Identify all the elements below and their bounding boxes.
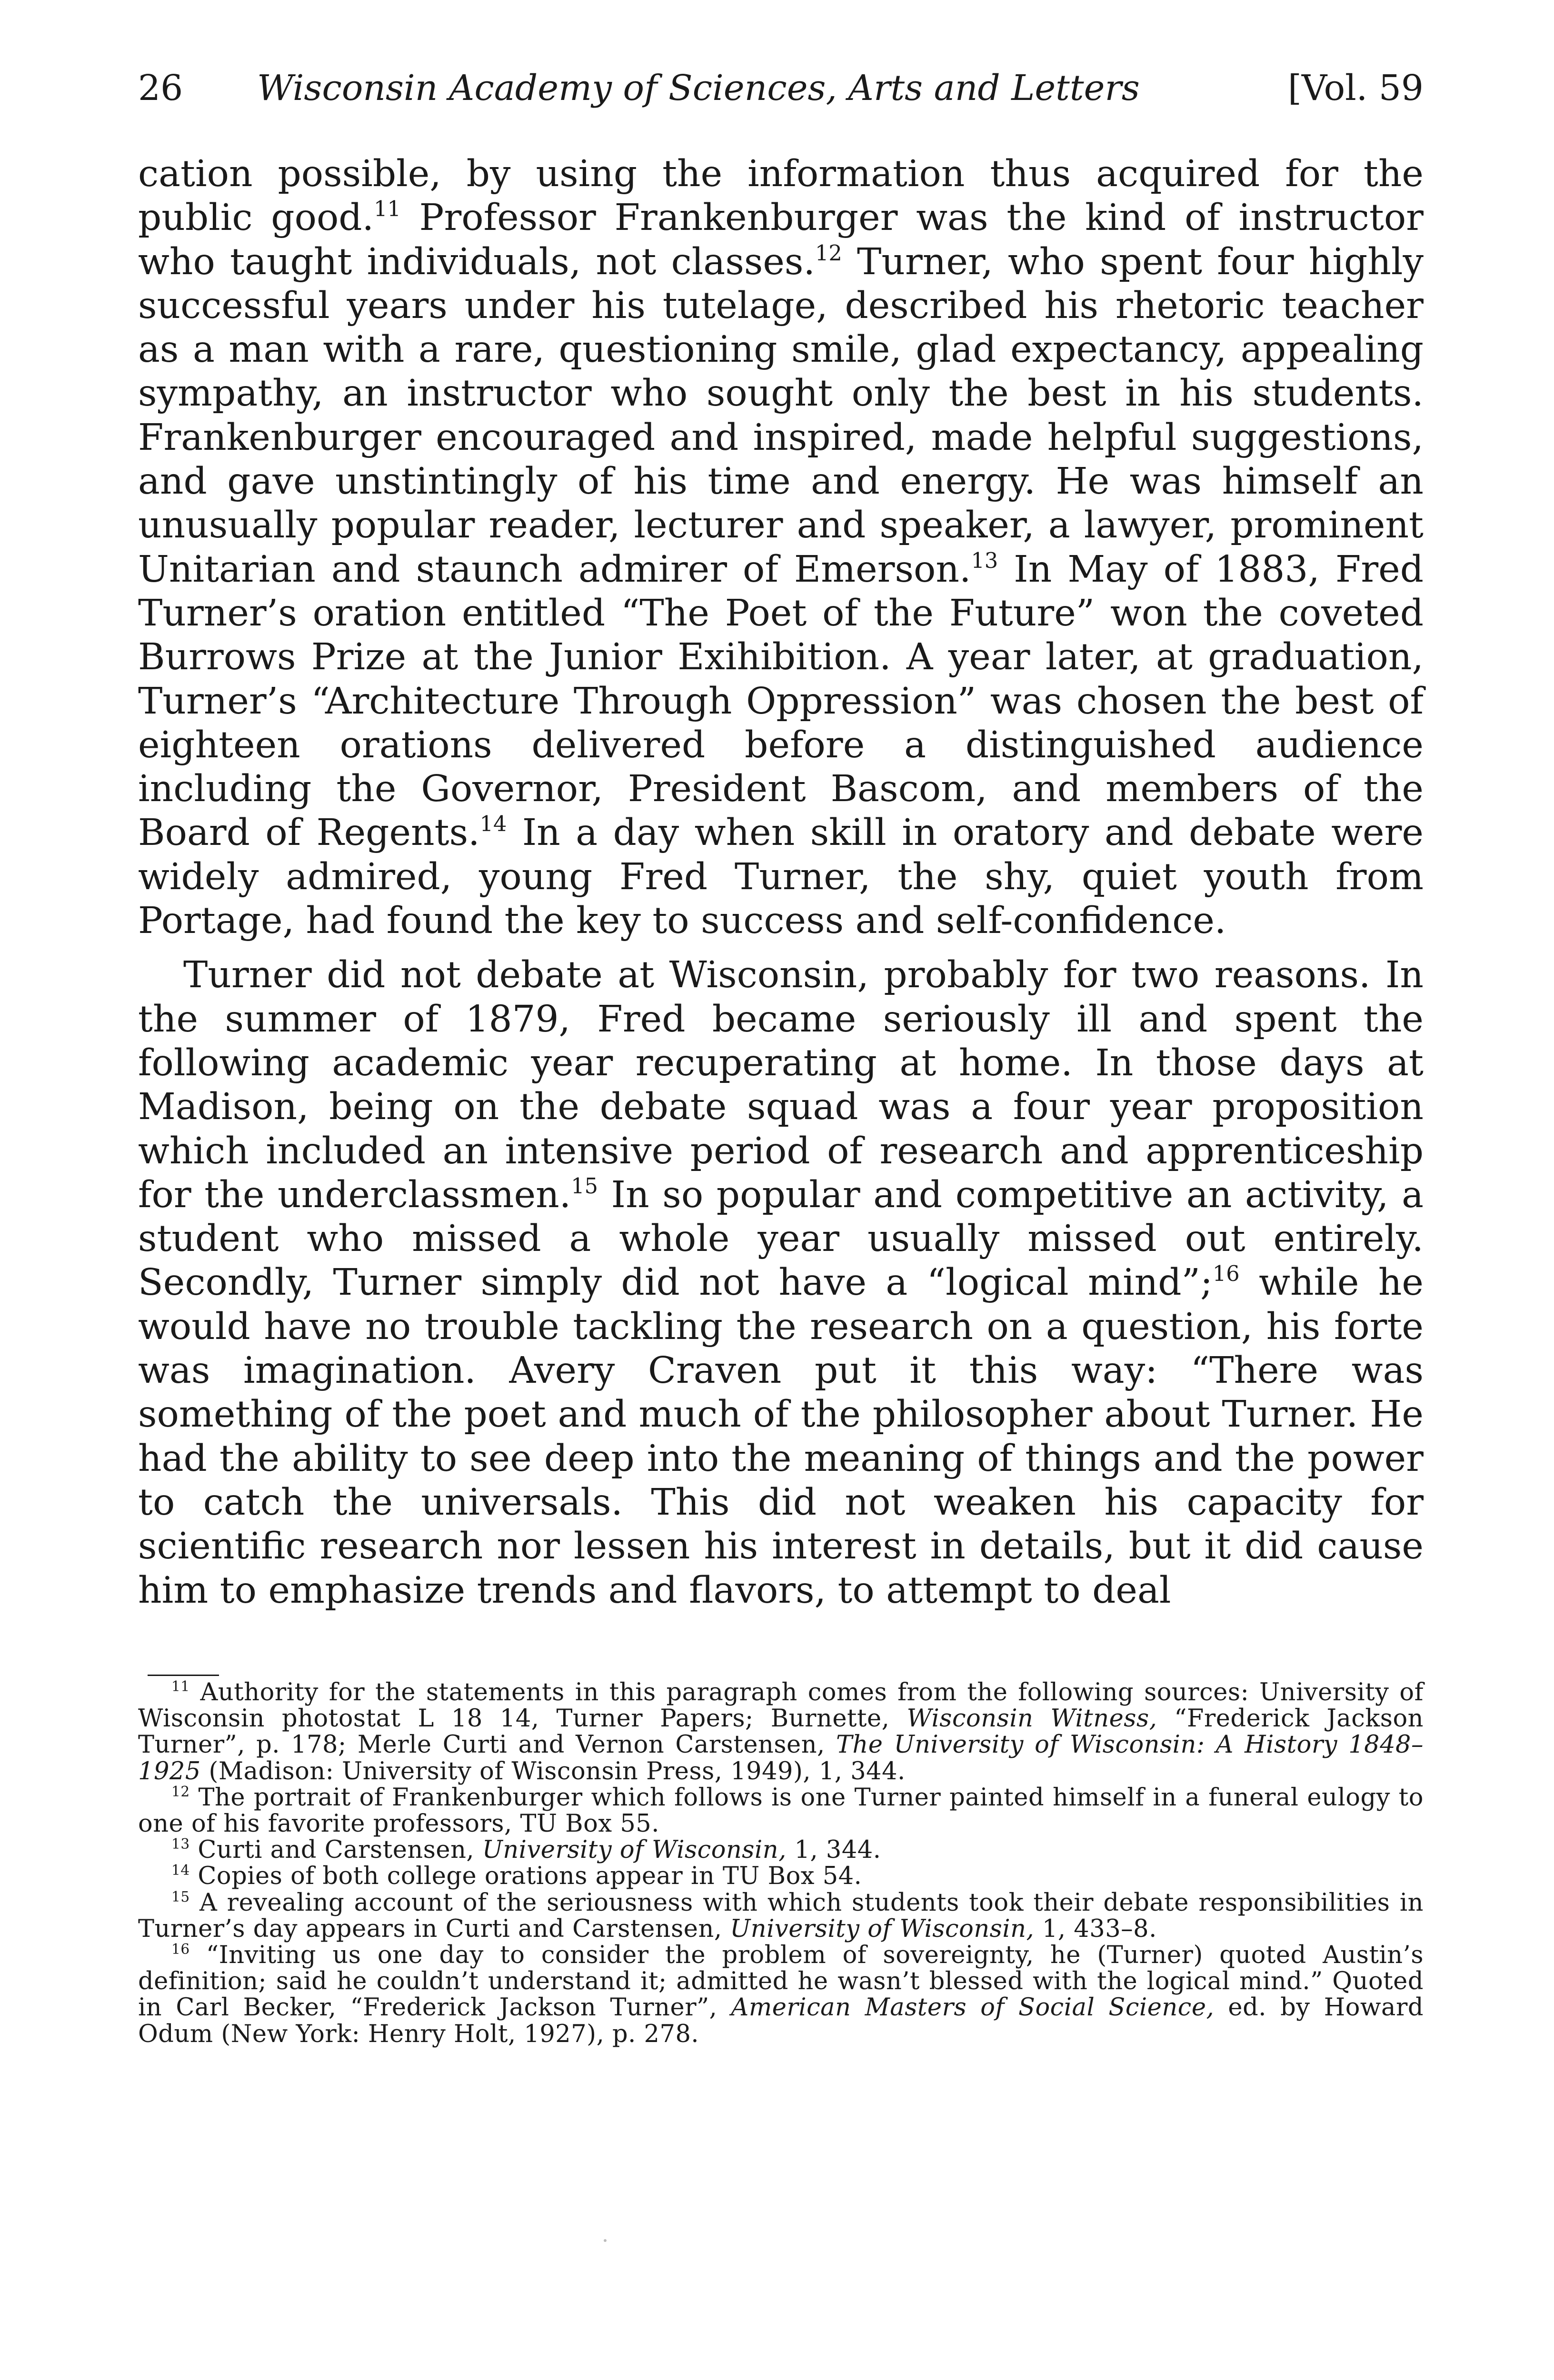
footnote-ref-13: 13 xyxy=(971,548,998,573)
footnote-15: $^{15}$ A revealing account of the seriousness with which students took their debate responsibilities in Turner’s day appears in Curti and Carstensen, University of Wisconsin, 1, 433–8. xyxy=(138,1888,1424,1943)
footnote-ref-16: 16 xyxy=(1212,1261,1240,1287)
footnote-ref-14: 14 xyxy=(479,812,507,837)
volume-label: [Vol. 59 xyxy=(1288,68,1424,109)
page-number: 26 xyxy=(138,68,183,109)
footnote-ref-12: 12 xyxy=(815,240,842,266)
footnote-ref-15: 15 xyxy=(571,1173,598,1199)
footnote-divider xyxy=(148,1675,219,1676)
footnote-11: $^{11}$ Authority for the statements in this paragraph comes from the following sources: University of Wisconsin photostat L 18 14, Turner Papers; Burnette, Wisconsin Witness, “Frederick Jackson Turner”, p. 178; Merle Curti and Vernon Carstensen, The University of Wisconsin: A History 1848–1925 (Madison: University of Wisconsin Press, 1949), 1, 344. xyxy=(138,1678,1424,1785)
footnote-16: $^{16}$ “Inviting us one day to consider the problem of sovereignty, he (Turner) quoted Austin’s definition; said he couldn’t understand it; admitted he wasn’t blessed with the logical mind.” Quoted in Carl Becker, “Frederick Jackson Turner”, American Masters of Social Science, ed. by Howard Odum (New York: Henry Holt, 1927), p. 278. xyxy=(138,1941,1424,2048)
footnote-12: $^{12}$ The portrait of Frankenburger which follows is one Turner painted himself in a funeral eulogy to one of his favorite professors, TU Box 55. xyxy=(138,1783,1424,1838)
footnote-ref-11: 11 xyxy=(374,197,401,222)
running-header xyxy=(138,62,1424,114)
body-text xyxy=(138,152,1424,1613)
scan-speck xyxy=(604,2239,607,2242)
paragraph-frankenburger: cation possible, by using the information thus acquired for the public good.$^{11}$ Professor Frankenburger was the kind of instructor who taught individuals, not classes.$^{12}$ Turner, who spent four highly successful years under his tutelage, described his rhetoric teacher as a man with a rare, questioning smile, glad expectancy, appealing sympathy, an instructor who sought only the best in his students. Frankenburger encouraged and inspired, made helpful suggestions, and gave unstintingly of his time and energy. He was himself an unusually popular reader, lecturer and speaker, a lawyer, prominent Unitarian and staunch admirer of Emerson.$^{13}$ In May of 1883, Fred Turner’s oration entitled “The Poet of the Future” won the coveted Burrows Prize at the Junior Exihibition. A year later, at graduation, Turner’s “Architecture Through Oppression” was chosen the best of eighteen orations delivered before a distinguished audience including the Governor, President Bascom, and members of the Board of Regents.$^{14}$ In a day when skill in oratory and debate were widely admired, young Fred Turner, the shy, quiet youth from Portage, had found the key to success and self-confidence. xyxy=(138,153,1424,942)
journal-title: Wisconsin Academy of Sciences, Arts and Letters xyxy=(257,68,1140,109)
footnote-14: $^{14}$ Copies of both college orations appear in TU Box 54. xyxy=(171,1862,862,1891)
footnote-13: $^{13}$ Curti and Carstensen, University of Wisconsin, 1, 344. xyxy=(171,1836,881,1864)
paragraph-debate: Turner did not debate at Wisconsin, probably for two reasons. In the summer of 1879, Fred became seriously ill and spent the following academic year recuperating at home. In those days at Madison, being on the debate squad was a four year proposition which included an intensive period of research and apprenticeship for the underclassmen.$^{15}$ In so popular and competitive an activity, a student who missed a whole year usually missed out entirely. Secondly, Turner simply did not have a “logical mind”;$^{16}$ while he would have no trouble tackling the research on a question, his forte was imagination. Avery Craven put it this way: “There was something of the poet and much of the philosopher about Turner. He had the ability to see deep into the meaning of things and the power to catch the universals. This did not weaken his capacity for scientific research nor lessen his interest in details, but it did cause him to emphasize trends and flavors, to attempt to deal xyxy=(138,954,1424,1612)
footnotes xyxy=(138,1679,1424,2047)
